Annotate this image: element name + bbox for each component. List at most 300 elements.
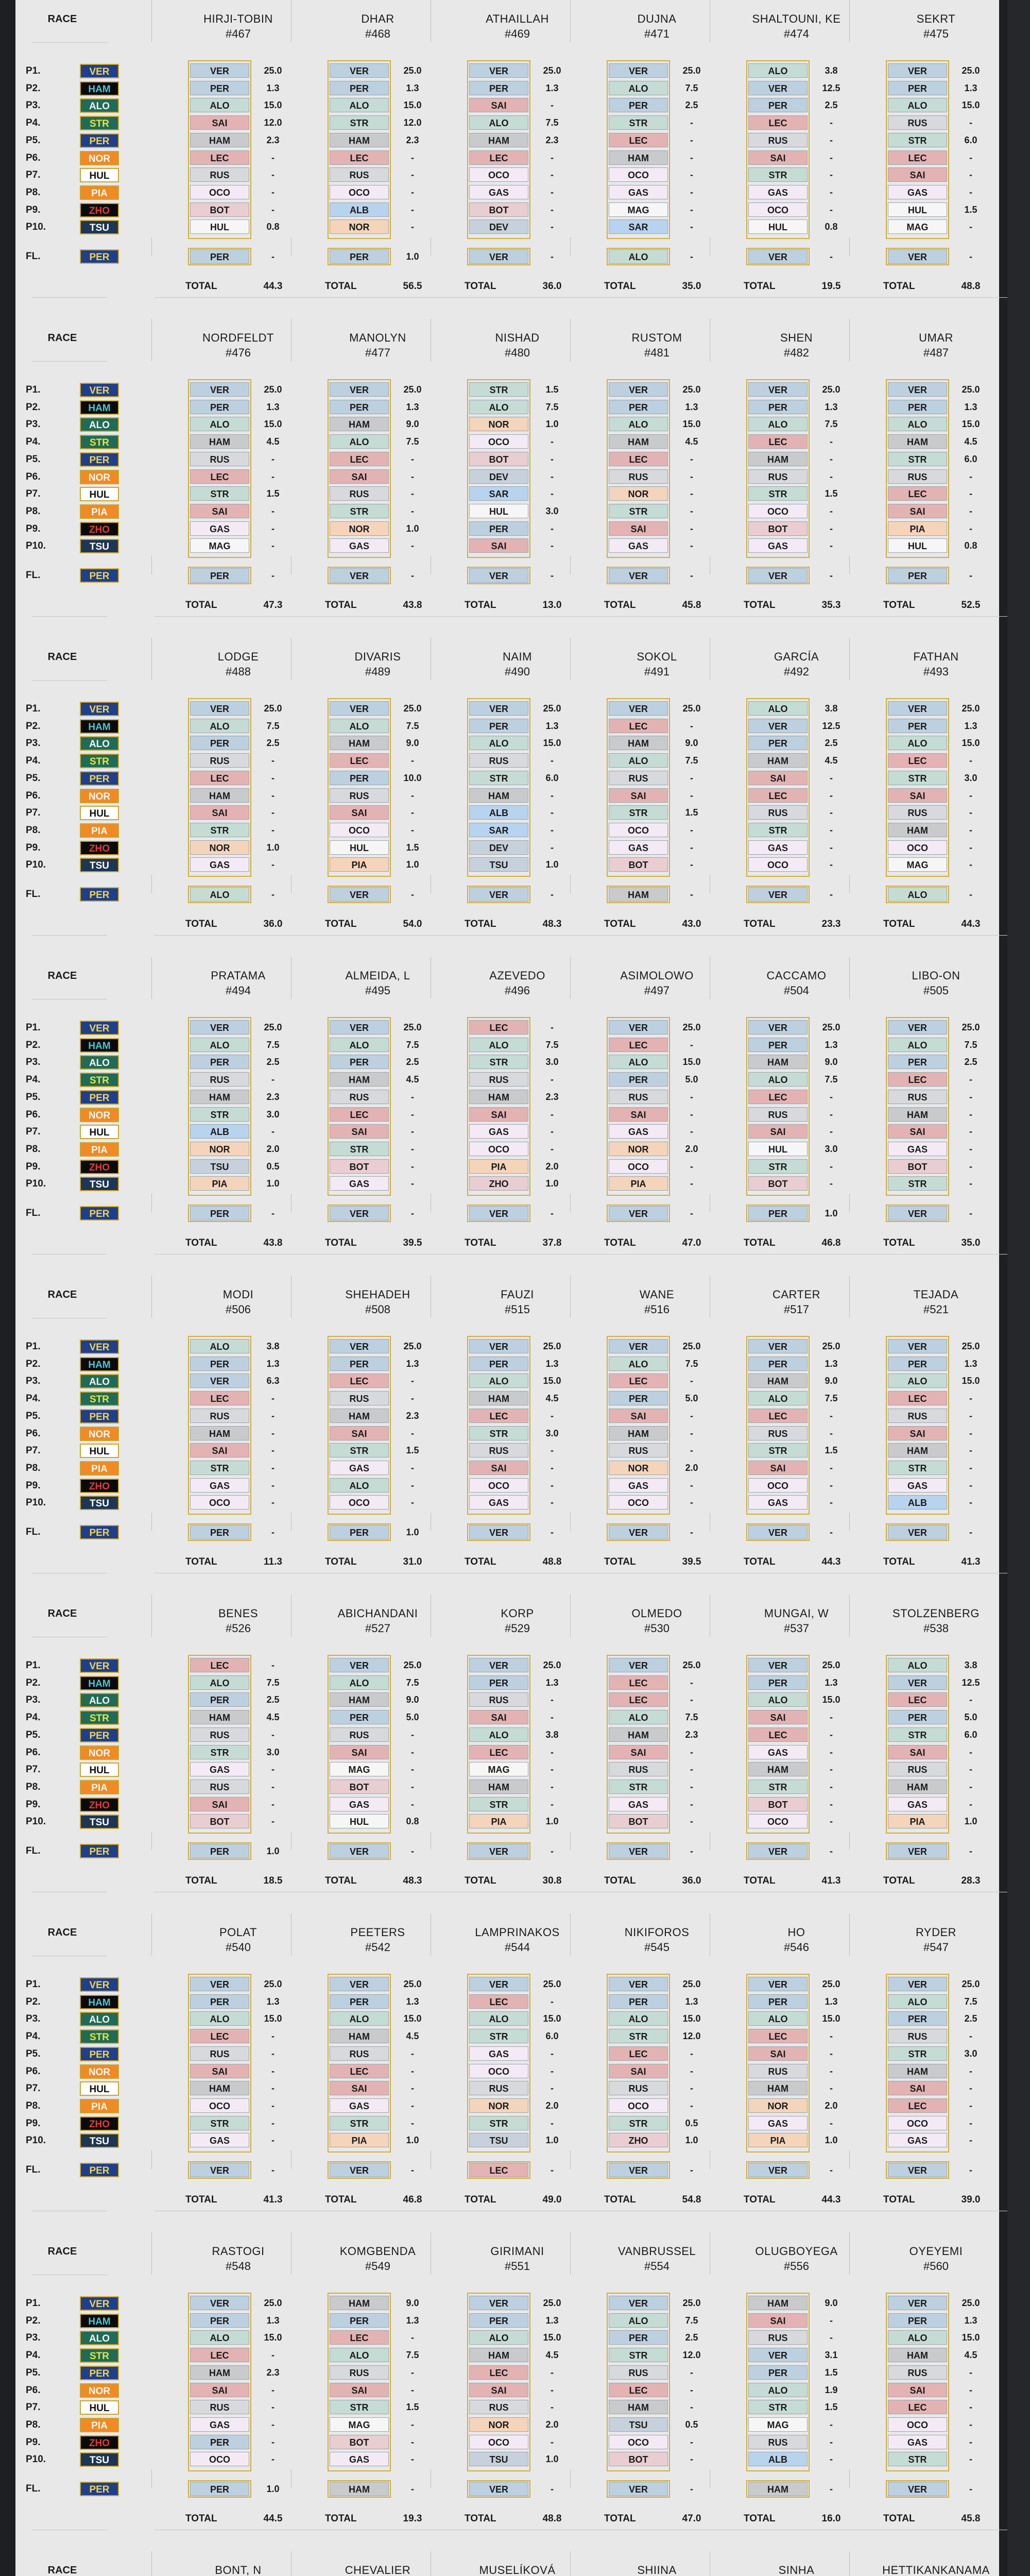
entrant-id: #546 — [784, 1941, 809, 1954]
pick-points: 1.3 — [964, 401, 977, 412]
divider — [849, 2150, 850, 2169]
position-label: P3. — [26, 419, 41, 430]
pick-driver-cell: RUS — [330, 486, 389, 501]
entrant-id: #491 — [644, 665, 670, 678]
pick-points: 4.5 — [266, 436, 280, 447]
pick-driver-cell: RUS — [888, 805, 947, 820]
total-label: TOTAL — [744, 1875, 776, 1886]
pick-driver-cell: ALO — [609, 753, 668, 768]
pick-driver-cell: ALO — [469, 1727, 528, 1742]
pick-driver-cell: OCO — [330, 823, 389, 837]
pick-points: 3.8 — [825, 65, 838, 76]
pick-points: - — [411, 2117, 414, 2128]
race-driver-chip: STR — [80, 116, 119, 130]
pick-driver-cell: PER — [330, 1710, 389, 1724]
fastest-lap-driver-chip: PER — [80, 2163, 119, 2177]
total-label: TOTAL — [185, 1238, 217, 1248]
pick-driver-cell: LEC — [888, 2098, 947, 2113]
pick-driver-cell: VER — [469, 1977, 528, 1991]
pick-points: - — [271, 1074, 274, 1085]
pick-points: - — [830, 1178, 833, 1189]
pick-points: - — [690, 1428, 693, 1438]
pick-driver-cell: LEC — [748, 1727, 808, 1742]
fastest-lap-points: 1.0 — [266, 2484, 280, 2494]
total-value: 30.8 — [542, 1875, 562, 1886]
fastest-lap-pick-cell: HAM — [330, 2482, 389, 2496]
entry-column — [583, 2551, 730, 2576]
race-driver-chip: HUL — [80, 168, 119, 182]
entrant-name: MUNGAI, W — [764, 1607, 829, 1620]
pick-driver-cell: OCO — [469, 2435, 528, 2449]
fastest-lap-points: - — [411, 1208, 414, 1218]
pick-points: 5.0 — [685, 1074, 698, 1085]
total-value: 28.3 — [961, 1875, 981, 1886]
total-value: 35.0 — [961, 1238, 981, 1248]
pick-driver-cell: ALO — [609, 417, 668, 431]
race-position-row — [26, 840, 113, 856]
pick-driver-cell: LEC — [609, 452, 668, 466]
pick-driver-cell: PER — [190, 2435, 249, 2449]
pick-driver-cell: VER — [748, 382, 808, 397]
entry-column — [304, 1276, 451, 1595]
pick-driver-cell: ALO — [190, 719, 249, 733]
race-driver-chip: HUL — [80, 806, 119, 820]
pick-driver-cell: GAS — [330, 2452, 389, 2466]
pick-driver-cell: PER — [469, 81, 528, 95]
entrant-id: #474 — [784, 27, 809, 40]
race-driver-chip: ALO — [80, 417, 119, 432]
pick-points: - — [411, 790, 414, 801]
total-label: TOTAL — [325, 1238, 357, 1248]
pick-points: - — [969, 1074, 972, 1085]
pick-points: 25.0 — [682, 703, 701, 714]
pick-points: - — [690, 2367, 693, 2378]
fastest-lap-pick-cell: VER — [609, 2163, 668, 2177]
pick-points: - — [271, 453, 274, 464]
fastest-lap-label: FL. — [26, 2164, 41, 2175]
pick-driver-cell: LEC — [469, 1994, 528, 2009]
pick-points: 25.0 — [822, 1341, 840, 1351]
pick-points: - — [830, 2083, 833, 2094]
entry-column — [304, 1913, 451, 2232]
position-label: P7. — [26, 170, 41, 181]
entrant-id: #521 — [923, 1303, 949, 1316]
pick-driver-cell: ALO — [748, 1391, 808, 1405]
race-driver-chip: PIA — [80, 2418, 119, 2432]
pick-points: 25.0 — [962, 703, 980, 714]
pick-driver-cell: HUL — [888, 202, 947, 217]
entry-column — [583, 1276, 730, 1595]
entrant-name: VANBRUSSEL — [617, 2245, 696, 2258]
race-position-row — [26, 1692, 113, 1708]
pick-driver-cell: PER — [748, 2365, 808, 2380]
pick-driver-cell: STR — [469, 1797, 528, 1811]
pick-driver-cell: ALO — [330, 1675, 389, 1690]
pick-points: - — [551, 2083, 554, 2094]
pick-driver-cell: OCO — [609, 2435, 668, 2449]
pick-points: 7.5 — [685, 1358, 698, 1369]
pick-points: 1.3 — [545, 720, 559, 731]
pick-points: 15.0 — [403, 2013, 422, 2024]
pick-points: 7.5 — [825, 1074, 838, 1085]
pick-driver-cell: NOR — [190, 1142, 249, 1156]
pick-points: 25.0 — [682, 1341, 701, 1351]
pick-points: 1.5 — [545, 384, 559, 395]
fastest-lap-pick-cell: PER — [190, 1206, 249, 1221]
position-label: P5. — [26, 134, 41, 146]
pick-points: 1.3 — [964, 720, 977, 731]
race-driver-chip: PIA — [80, 823, 119, 838]
pick-points: - — [551, 755, 554, 766]
race-position-row — [26, 736, 113, 751]
pick-driver-cell: ALO — [469, 1038, 528, 1052]
entrant-name: SHEN — [780, 331, 813, 344]
fastest-lap-pick-cell: LEC — [469, 2163, 528, 2177]
pick-driver-cell: ALO — [469, 2330, 528, 2345]
pick-driver-cell: GAS — [190, 2417, 249, 2432]
pick-points: - — [411, 824, 414, 835]
pick-driver-cell: PER — [748, 98, 808, 112]
race-driver-chip: STR — [80, 754, 119, 768]
pick-points: 1.3 — [825, 1039, 838, 1050]
entrant-id: #476 — [226, 346, 251, 359]
pick-points: - — [551, 187, 554, 197]
race-position-row — [26, 1658, 113, 1673]
entry-column — [723, 319, 870, 638]
position-label: P3. — [26, 2332, 41, 2344]
pick-driver-cell: RUS — [190, 1072, 249, 1087]
entrant-id: #530 — [644, 1622, 670, 1635]
pick-points: 7.5 — [545, 401, 559, 412]
pick-points: 25.0 — [682, 1979, 701, 1989]
pick-driver-cell: STR — [748, 823, 808, 837]
race-position-row — [26, 167, 113, 183]
race-position-row — [26, 2098, 113, 2114]
pick-driver-cell: VER — [748, 719, 808, 733]
pick-driver-cell: ALO — [469, 2011, 528, 2026]
pick-driver-cell: SAI — [888, 1124, 947, 1139]
divider — [570, 237, 571, 256]
race-position-row — [26, 469, 113, 485]
pick-driver-cell: ALO — [190, 1675, 249, 1690]
race-driver-chip: TSU — [80, 220, 119, 234]
pick-points: - — [830, 2332, 833, 2343]
pick-driver-cell: LEC — [888, 1692, 947, 1707]
race-position-row — [26, 2011, 113, 2027]
fastest-lap-points: - — [969, 2165, 972, 2175]
total-label: TOTAL — [465, 2194, 496, 2205]
pick-points: - — [551, 1764, 554, 1775]
total-value: 36.0 — [542, 281, 562, 292]
race-driver-chip: ZHO — [80, 1798, 119, 1812]
race-driver-chip: PER — [80, 2366, 119, 2380]
position-label: P8. — [26, 2100, 41, 2111]
pick-driver-cell: SAR — [469, 486, 528, 501]
race-position-row — [26, 1710, 113, 1725]
pick-points: 15.0 — [403, 100, 422, 111]
entry-column — [444, 0, 591, 319]
pick-driver-cell: ALO — [748, 2011, 808, 2026]
pick-driver-cell: VER — [330, 1339, 389, 1353]
pick-driver-cell: HAM — [330, 1072, 389, 1087]
pick-points: - — [690, 2065, 693, 2076]
entrant-name: HIRJI-TOBIN — [203, 12, 273, 25]
position-label: P9. — [26, 1161, 41, 1172]
pick-points: - — [690, 1410, 693, 1421]
pick-points: - — [551, 2367, 554, 2378]
pick-points: 2.3 — [545, 1091, 559, 1102]
race-header: RACE — [47, 1289, 77, 1300]
pick-driver-cell: OCO — [748, 1478, 808, 1493]
pick-driver-cell: SAI — [888, 2383, 947, 2397]
pick-points: - — [271, 1764, 274, 1775]
pick-driver-cell: PER — [609, 98, 668, 112]
pick-points: - — [411, 488, 414, 499]
pick-points: - — [551, 471, 554, 482]
pick-points: - — [551, 2065, 554, 2076]
total-label: TOTAL — [744, 919, 776, 929]
position-label: P3. — [26, 100, 41, 111]
total-value: 48.8 — [542, 2513, 562, 2524]
pick-driver-cell: SAR — [469, 823, 528, 837]
pick-driver-cell: RUS — [190, 167, 249, 182]
pick-driver-cell: TSU — [469, 2133, 528, 2147]
pick-points: 4.5 — [964, 2350, 977, 2361]
pick-driver-cell: HAM — [609, 1727, 668, 1742]
pick-driver-cell: LEC — [330, 452, 389, 466]
pick-driver-cell: PER — [190, 2313, 249, 2328]
pick-driver-cell: VER — [748, 2348, 808, 2362]
total-value: 48.8 — [961, 281, 981, 292]
divider — [849, 1913, 850, 1956]
pick-points: 3.0 — [825, 1143, 838, 1154]
race-result-column — [26, 957, 113, 1276]
fastest-lap-pick-cell: VER — [609, 1844, 668, 1858]
fastest-lap-label: FL. — [26, 1208, 41, 1218]
entry-column — [304, 957, 451, 1276]
pick-points: - — [271, 2454, 274, 2465]
pick-driver-cell: MAG — [609, 202, 668, 217]
entry-column — [444, 2551, 591, 2576]
pick-points: - — [690, 859, 693, 870]
total-value: 41.3 — [263, 2194, 283, 2205]
pick-driver-cell: RUS — [469, 753, 528, 768]
pick-driver-cell: PER — [748, 1994, 808, 2009]
fastest-lap-points: - — [411, 2484, 414, 2494]
pick-points: - — [271, 1126, 274, 1137]
entrant-name: SINHA — [778, 2564, 815, 2576]
divider — [151, 1194, 152, 1212]
divider — [434, 935, 591, 936]
pick-driver-cell: LEC — [609, 1038, 668, 1052]
pick-points: - — [271, 2402, 274, 2413]
pick-points: 15.0 — [962, 1376, 980, 1386]
pick-driver-cell: ZHO — [469, 1176, 528, 1191]
pick-driver-cell: PIA — [190, 1176, 249, 1191]
divider — [849, 957, 850, 999]
pick-driver-cell: NOR — [609, 1142, 668, 1156]
race-driver-chip: NOR — [80, 1427, 119, 1441]
pick-points: - — [411, 755, 414, 766]
pick-points: - — [271, 2117, 274, 2128]
pick-driver-cell: LEC — [888, 753, 947, 768]
pick-points: - — [830, 523, 833, 534]
pick-driver-cell: GAS — [330, 1176, 389, 1191]
pick-points: 1.5 — [825, 1445, 838, 1456]
pick-points: 1.5 — [406, 842, 419, 853]
pick-driver-cell: ALO — [330, 719, 389, 733]
pick-points: - — [690, 2083, 693, 2094]
entry-column — [165, 319, 312, 638]
total-label: TOTAL — [185, 2194, 217, 2205]
pick-driver-cell: DEV — [469, 219, 528, 234]
pick-points: 25.0 — [962, 2298, 980, 2308]
pick-driver-cell: NOR — [190, 840, 249, 855]
pick-points: 2.5 — [685, 2332, 698, 2343]
pick-points: - — [969, 2384, 972, 2395]
divider — [154, 616, 312, 617]
position-label: P10. — [26, 1497, 46, 1509]
pick-driver-cell: LEC — [330, 1107, 389, 1122]
pick-points: - — [551, 1143, 554, 1154]
pick-driver-cell: RUS — [190, 1780, 249, 1794]
pick-points: 1.3 — [406, 1996, 419, 2007]
divider — [852, 935, 1009, 936]
pick-points: 1.3 — [825, 401, 838, 412]
total-value: 35.0 — [682, 281, 701, 292]
pick-driver-cell: HAM — [469, 1090, 528, 1104]
pick-points: - — [271, 2031, 274, 2042]
pick-driver-cell: HAM — [609, 2400, 668, 2414]
pick-points: 1.3 — [545, 82, 559, 93]
race-driver-chip: STR — [80, 1073, 119, 1087]
entry-column — [863, 1276, 1009, 1595]
race-position-row — [26, 857, 113, 873]
race-driver-chip: NOR — [80, 2064, 119, 2079]
pick-points: - — [830, 1747, 833, 1757]
pick-points: - — [690, 134, 693, 145]
race-position-row — [26, 1176, 113, 1192]
divider — [573, 935, 730, 936]
pick-driver-cell: RUS — [748, 2330, 808, 2345]
pick-driver-cell: VER — [469, 1339, 528, 1353]
pick-points: - — [271, 859, 274, 870]
pick-driver-cell: VER — [888, 1977, 947, 1991]
fastest-lap-pick-cell: PER — [190, 1525, 249, 1539]
pick-driver-cell: HAM — [748, 452, 808, 466]
pick-points: - — [551, 1497, 554, 1508]
position-label: P9. — [26, 2117, 41, 2129]
race-position-row — [26, 1090, 113, 1105]
position-label: P5. — [26, 1091, 41, 1103]
fastest-lap-points: - — [551, 889, 554, 900]
total-value: 49.0 — [542, 2194, 562, 2205]
pick-driver-cell: ALB — [748, 2452, 808, 2466]
pick-points: - — [969, 1178, 972, 1189]
position-label: P1. — [26, 703, 41, 714]
pick-points: - — [969, 2419, 972, 2430]
pick-driver-cell: STR — [888, 2452, 947, 2466]
pick-driver-cell: ALB — [330, 202, 389, 217]
total-value: 48.8 — [542, 1556, 562, 1567]
pick-points: 6.3 — [266, 1376, 280, 1386]
fastest-lap-pick-cell: PER — [190, 568, 249, 583]
pick-points: - — [969, 170, 972, 180]
pick-driver-cell: VER — [190, 2296, 249, 2310]
fastest-lap-pick-cell: VER — [469, 887, 528, 902]
race-position-row — [26, 701, 113, 717]
entry-column — [723, 957, 870, 1276]
pick-points: - — [830, 2048, 833, 2059]
pick-points: 2.0 — [545, 2100, 559, 2111]
divider — [151, 638, 152, 680]
pick-points: 2.5 — [266, 1694, 280, 1705]
race-position-row — [26, 753, 113, 769]
pick-points: 1.0 — [406, 859, 419, 870]
pick-driver-cell: ALO — [609, 1357, 668, 1371]
pick-driver-cell: STR — [469, 771, 528, 785]
entrant-name: HO — [787, 1926, 805, 1939]
pick-points: - — [690, 1816, 693, 1827]
pick-points: - — [411, 1428, 414, 1438]
pick-points: 1.3 — [825, 1358, 838, 1369]
pick-points: 1.0 — [685, 2135, 698, 2146]
race-position-row — [26, 1675, 113, 1691]
race-position-row — [26, 1814, 113, 1829]
pick-driver-cell: VER — [330, 1977, 389, 1991]
pick-driver-cell: VER — [609, 382, 668, 397]
pick-driver-cell: GAS — [609, 538, 668, 553]
position-label: P7. — [26, 807, 41, 819]
pick-driver-cell: RUS — [609, 771, 668, 785]
pick-points: - — [690, 1677, 693, 1688]
position-label: P1. — [26, 65, 41, 76]
divider — [294, 1254, 451, 1255]
race-driver-chip: NOR — [80, 2383, 119, 2398]
pick-driver-cell: LEC — [888, 1391, 947, 1405]
position-label: P3. — [26, 1376, 41, 1387]
pick-points: - — [271, 170, 274, 180]
total-label: TOTAL — [744, 1556, 776, 1567]
total-label: TOTAL — [744, 2513, 776, 2524]
pick-points: 12.0 — [682, 2350, 701, 2361]
pick-points: - — [969, 1161, 972, 1172]
pick-driver-cell: HAM — [888, 434, 947, 449]
entrant-name: FATHAN — [913, 650, 959, 663]
pick-points: - — [411, 2367, 414, 2378]
pick-driver-cell: LEC — [888, 1072, 947, 1087]
pick-driver-cell: HAM — [469, 1391, 528, 1405]
fastest-lap-points: 1.0 — [406, 251, 419, 262]
pick-points: 25.0 — [264, 1022, 282, 1032]
divider — [713, 1254, 870, 1255]
total-value: 41.3 — [961, 1556, 981, 1567]
pick-driver-cell: VER — [330, 1658, 389, 1672]
race-driver-chip: VER — [80, 1021, 119, 1035]
race-position-row — [26, 1038, 113, 1053]
pick-points: - — [271, 790, 274, 801]
fastest-lap-points: - — [690, 251, 693, 262]
entrant-id: #527 — [365, 1622, 390, 1635]
race-driver-chip: PER — [80, 771, 119, 786]
entry-column — [723, 1595, 870, 1913]
pick-points: - — [690, 2100, 693, 2111]
entrant-name: CHEVALIER — [345, 2564, 411, 2576]
position-label: P2. — [26, 1996, 41, 2007]
pick-driver-cell: ALO — [330, 98, 389, 112]
pick-points: - — [969, 824, 972, 835]
pick-points: - — [271, 1781, 274, 1792]
